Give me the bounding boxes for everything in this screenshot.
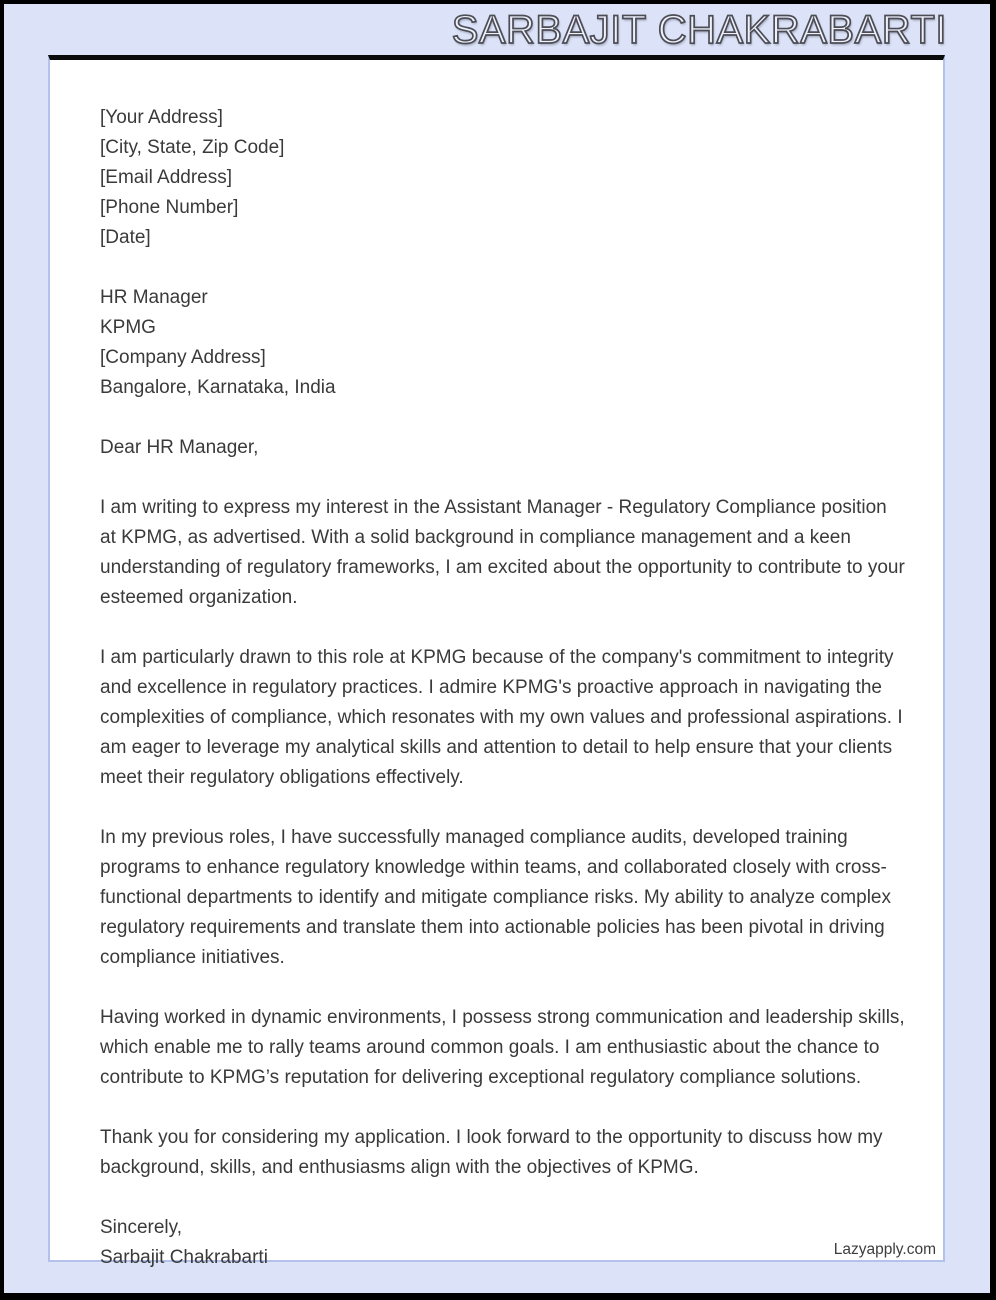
sender-address-line: [Date] [100,227,151,248]
recipient-address-line: HR Manager [100,287,208,308]
letter-paragraph: Thank you for considering my application. I look forward to the opportunity to discuss how my background, skills, and enthusiasms align with the objectives of KPMG. [100,1127,883,1178]
letter-paragraph: I am writing to express my interest in the Assistant Manager - Regulatory Compliance position at KPMG, as advertised. With a solid background in compliance management and a keen understanding of regulatory frameworks, I am excited about the opportunity to contribute to your esteemed organization. [100,497,905,608]
sender-address-line: [Phone Number] [100,197,239,218]
recipient-address-line: [Company Address] [100,347,266,368]
page-title: SARBAJIT CHAKRABARTI [451,8,947,52]
watermark: Lazyapply.com [833,1241,936,1258]
signature: Sarbajit Chakrabarti [100,1247,268,1268]
recipient-address-block [100,283,905,403]
sender-address-line: [Your Address] [100,107,223,128]
closing-block [100,1213,905,1273]
letter-content [50,60,945,1273]
sender-address-block [100,103,905,253]
letter-body [100,493,905,1183]
sender-address-line: [City, State, Zip Code] [100,137,285,158]
closing: Sincerely, [100,1217,183,1238]
cover-letter-document [48,55,945,1268]
salutation: Dear HR Manager, [100,437,259,458]
recipient-address-line: KPMG [100,317,156,338]
letter-paragraph: Having worked in dynamic environments, I possess strong communication and leadership skills, which enable me to rally teams around common goals. I am enthusiastic about the chance to contribute to KPMG’s reputation for delivering exceptional regulatory compliance solutions. [100,1007,905,1088]
letter-paragraph: In my previous roles, I have successfully managed compliance audits, developed training programs to enhance regulatory knowledge within teams, and collaborated closely with cross-functional departments to identify and mitigate compliance risks. My ability to analyze complex regulatory requirements and translate them into actionable policies has been pivotal in driving compliance initiatives. [100,827,891,968]
recipient-address-line: Bangalore, Karnataka, India [100,377,336,398]
sender-address-line: [Email Address] [100,167,232,188]
letter-paragraph: I am particularly drawn to this role at KPMG because of the company's commitment to integrity and excellence in regulatory practices. I admire KPMG's proactive approach in navigating the complexities of compliance, which resonates with my own values and professional aspirations. I am eager to leverage my analytical skills and attention to detail to help ensure that your clients meet their regulatory obligations effectively. [100,647,903,788]
